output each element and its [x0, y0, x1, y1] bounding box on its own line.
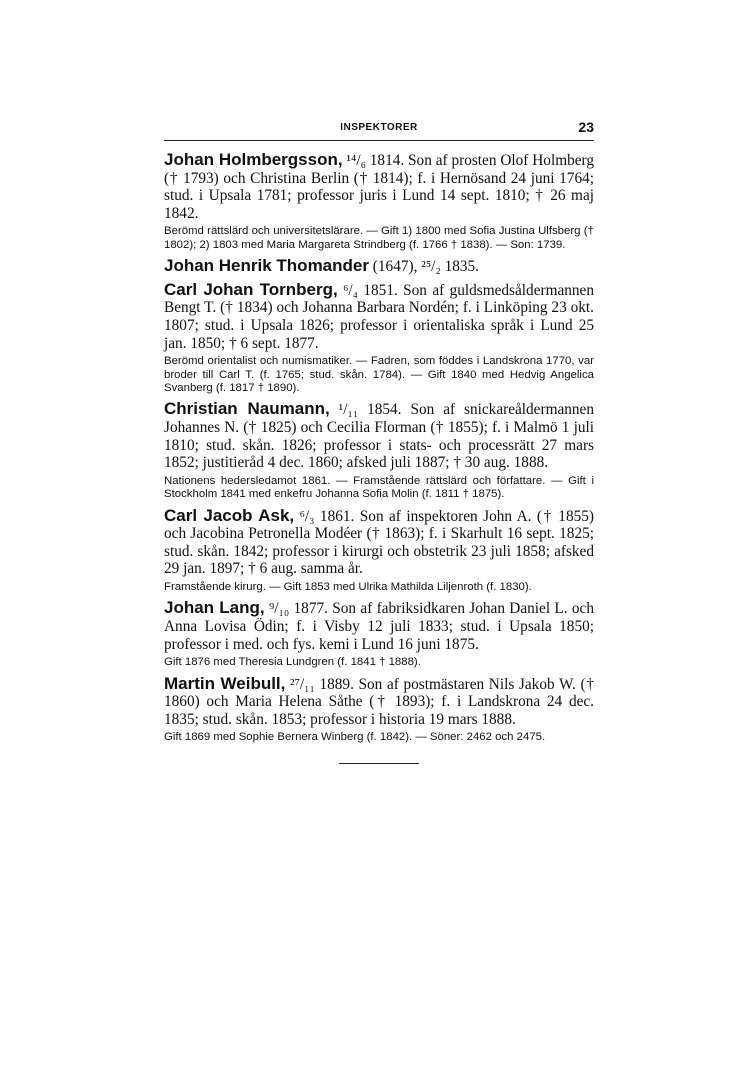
entry-note: Framstående kirurg. — Gift 1853 med Ulrika Mathilda Liljenroth (f. 1830).: [164, 580, 532, 593]
entry-tornberg: [164, 281, 594, 396]
entry-bio: [164, 675, 594, 729]
entry-bio: [164, 400, 594, 471]
document-page: [164, 118, 594, 764]
entry-name: Johan Lang,: [164, 598, 265, 618]
entry-holmbergsson: [164, 151, 594, 252]
page-header: [164, 118, 594, 141]
entry-bio-text: ⁶/₃ 1861. Son af inspektoren John A. († 1855) och Jacobina Petronella Modéer († 1863); f. i Skarhult 16 sept. 1825; stud. skån. 1842; professor i kirurgi och obstetrik 23 juli 1858; afsked 29 jan. 1897; † 6 aug. samma år.: [164, 507, 594, 578]
entry-naumann: [164, 400, 594, 501]
entry-list: [164, 151, 594, 745]
entry-name: Carl Johan Tornberg,: [164, 279, 338, 299]
entry-bio-text: ⁶/₄ 1851. Son af guldsmedsåldermannen Bengt T. († 1834) och Johanna Barbara Nordén; f. i Linköping 23 okt. 1807; stud. i Upsala 1826; professor i orientaliska språk i Lund 25 jan. 1850; † 6 sept. 1877.: [164, 281, 594, 352]
entry-note: Gift 1869 med Sophie Bernera Winberg (f. 1842). — Söner: 2462 och 2475.: [164, 731, 546, 744]
entry-note: Berömd rättslärd och universitetslärare. — Gift 1) 1800 med Sofia Justina Ulfsberg († 1802); 2) 1803 med Maria Margareta Strindberg (f. 1766 † 1838). — Son: 1739.: [164, 225, 594, 251]
entry-bio: [164, 599, 594, 653]
entry-bio: [164, 281, 594, 352]
entry-note: Gift 1876 med Theresia Lundgren (f. 1841 † 1888).: [164, 656, 421, 669]
entry-name: Johan Holmbergsson,: [164, 150, 343, 169]
entry-name: Carl Jacob Ask,: [164, 505, 295, 525]
entry-name: Martin Weibull,: [164, 673, 286, 693]
entry-note: Berömd orientalist och numismatiker. — Fadren, som föddes i Landskrona 1770, var broder till Carl T. (f. 1765; stud. skån. 1784). — Gift 1840 med Hedvig Angelica Svanberg (f. 1817 † 1890).: [164, 355, 594, 394]
entry-bio-text: ⁹/₁₀ 1877. Son af fabriksidkaren Johan Daniel L. och Anna Lovisa Ödin; f. i Visby 12 juli 1833; stud. i Upsala 1850; professor i med. och fys. kemi i Lund 16 juni 1875.: [164, 600, 594, 653]
entry-bio: [164, 257, 594, 276]
entry-ask: [164, 507, 594, 595]
entry-weibull: [164, 675, 594, 745]
entry-bio-text: ²⁷/₁₁ 1889. Son af postmästaren Nils Jakob W. († 1860) och Maria Helena Såthe († 1893); f. i Landskrona 24 dec. 1835; stud. skån. 1853; professor i historia 19 mars 1888.: [164, 675, 594, 728]
entry-bio-text: ¹/₁₁ 1854. Son af snickareåldermannen Johannes N. († 1825) och Cecilia Florman († 1855); f. i Malmö 1 juli 1810; stud. skån. 1826; professor i stats- och processrätt 27 mars 1852; justitieråd 4 dec. 1860; afsked juli 1887; † 30 aug. 1888.: [164, 401, 594, 472]
running-head: INSPEKTORER: [340, 122, 418, 133]
entry-bio: [164, 151, 594, 222]
entry-bio-text: (1647), ²⁵/₂ 1835.: [368, 258, 479, 276]
entry-bio: [164, 507, 594, 578]
entry-note: Nationens hedersledamot 1861. — Framstående rättslärd och författare. — Gift i Stockholm 1841 med enkefru Johanna Sofia Molin (f. 1811 † 1875).: [164, 474, 594, 501]
end-rule: [339, 763, 419, 764]
entry-lang: [164, 599, 594, 669]
entry-thomander: [164, 257, 594, 276]
entry-name: Christian Naumann,: [164, 399, 330, 419]
page-number: 23: [578, 119, 594, 135]
entry-name: Johan Henrik Thomander: [164, 256, 369, 276]
entry-bio-text: ¹⁴/₆ 1814. Son af prosten Olof Holmberg († 1793) och Christina Berlin († 1814); f. i Hernösand 24 juni 1764; stud. i Upsala 1781; professor juris i Lund 14 sept. 1810; † 26 maj 1842.: [164, 152, 594, 222]
